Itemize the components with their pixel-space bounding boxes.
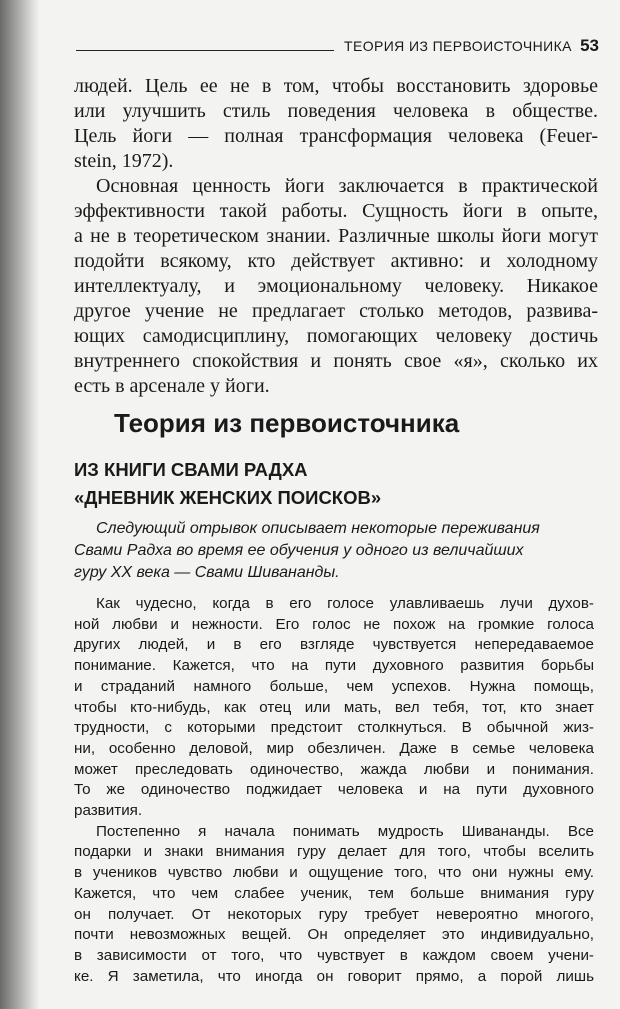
text-line: в учеников чувство любви и ощущение того, что они нужны ему.: [74, 864, 594, 882]
excerpt-paragraph-2: [74, 822, 594, 988]
text-line: Основная ценность йоги заключается в практической: [96, 175, 598, 197]
text-line: в зависимости от того, что чувствует в каждом своем учени-: [74, 946, 594, 964]
intro-text: [74, 74, 598, 399]
text-line: Как чудесно, когда в его голосе улавливаешь лучи духов-: [96, 595, 594, 612]
text-line: есть в арсенале у йоги.: [74, 375, 270, 397]
text-line: ке. Я заметила, что иногда он говорит прямо, а порой лишь: [74, 967, 594, 985]
text-line: Следующий отрывок описывает некоторые переживания: [96, 520, 540, 537]
text-line: внутреннего спокойствия и понять свое «я», сколько их: [74, 350, 598, 372]
text-line: и страданий намного больше, чем успехов. Нужна помощь,: [74, 677, 594, 695]
running-head: [76, 36, 601, 62]
text-line: а не в теоретическом знании. Различные школы йоги могут: [74, 225, 598, 247]
text-line: может преследовать одиночество, жажда любви и понимания.: [74, 760, 594, 778]
text-line: гуру XX века — Свами Шивананды.: [74, 564, 340, 581]
text-line: Кажется, что чем слабее ученик, тем больше внимания гуру: [74, 884, 594, 902]
text-line: Цель йоги — полная трансформация человека (Feuer-: [74, 125, 598, 147]
page-number: 53: [580, 36, 599, 55]
text-line: людей. Цель ее не в том, чтобы восстановить здоровье: [74, 75, 598, 97]
text-line: понимание. Кажется, что на пути духовного развития борьбы: [74, 657, 594, 675]
text-line: подойти всякому, кто действует активно: и холодному: [74, 250, 598, 272]
source-title: [74, 456, 594, 512]
text-line: интеллектуалу, и эмоциональному человеку. Никакое: [74, 275, 598, 297]
text-line: другое учение не предлагает столько методов, развива-: [74, 300, 598, 322]
text-line: ной любви и нежности. Его голос не похож на громкие голоса: [74, 615, 594, 633]
text-line: То же одиночество поджидает человека и на пути духовного: [74, 781, 594, 799]
text-line: ющих самодисциплину, помогающих человеку достичь: [74, 325, 598, 347]
header-rule: [76, 50, 334, 51]
text-line: почти невозможных вещей. Он определяет это индивидуально,: [74, 926, 594, 944]
running-title: ТЕОРИЯ ИЗ ПЕРВОИСТОЧНИКА: [344, 38, 572, 54]
intro-paragraph-1: [74, 74, 598, 174]
section-title: Теория из первоисточника: [114, 408, 460, 438]
source-title-line-1: ИЗ КНИГИ СВАМИ РАДХА: [74, 459, 308, 480]
text-line: stein, 1972).: [74, 150, 174, 172]
intro-paragraph-2: [74, 174, 598, 399]
excerpt-paragraph-1: [74, 594, 594, 822]
text-line: эффективности такой работы. Сущность йоги в опыте,: [74, 200, 598, 222]
text-line: он получает. От некоторых гуру требует невероятно многого,: [74, 905, 594, 923]
text-line: развития.: [74, 802, 143, 820]
text-line: Свами Радха во время ее обучения у одного из величайших: [74, 542, 524, 559]
lead-paragraph: [74, 518, 594, 584]
text-line: или улучшить стиль поведения человека в обществе.: [74, 100, 598, 122]
text-line: других людей, и в его взгляде чувствуется непередаваемое: [74, 636, 594, 654]
source-title-line-2: «ДНЕВНИК ЖЕНСКИХ ПОИСКОВ»: [74, 487, 382, 508]
text-line: ни, особенно деловой, мир обезличен. Даже в семье человека: [74, 739, 594, 757]
text-line: Постепенно я начала понимать мудрость Шивананды. Все: [96, 822, 594, 840]
excerpt-text: [74, 594, 594, 987]
text-line: подарки и знаки внимания гуру делает для того, чтобы вселить: [74, 843, 594, 861]
text-line: трудности, с которыми предстоит столкнуться. В обычной жиз-: [74, 719, 594, 737]
text-line: чтобы кто-нибудь, как отец или мать, вел тебя, тот, кто знает: [74, 698, 594, 716]
